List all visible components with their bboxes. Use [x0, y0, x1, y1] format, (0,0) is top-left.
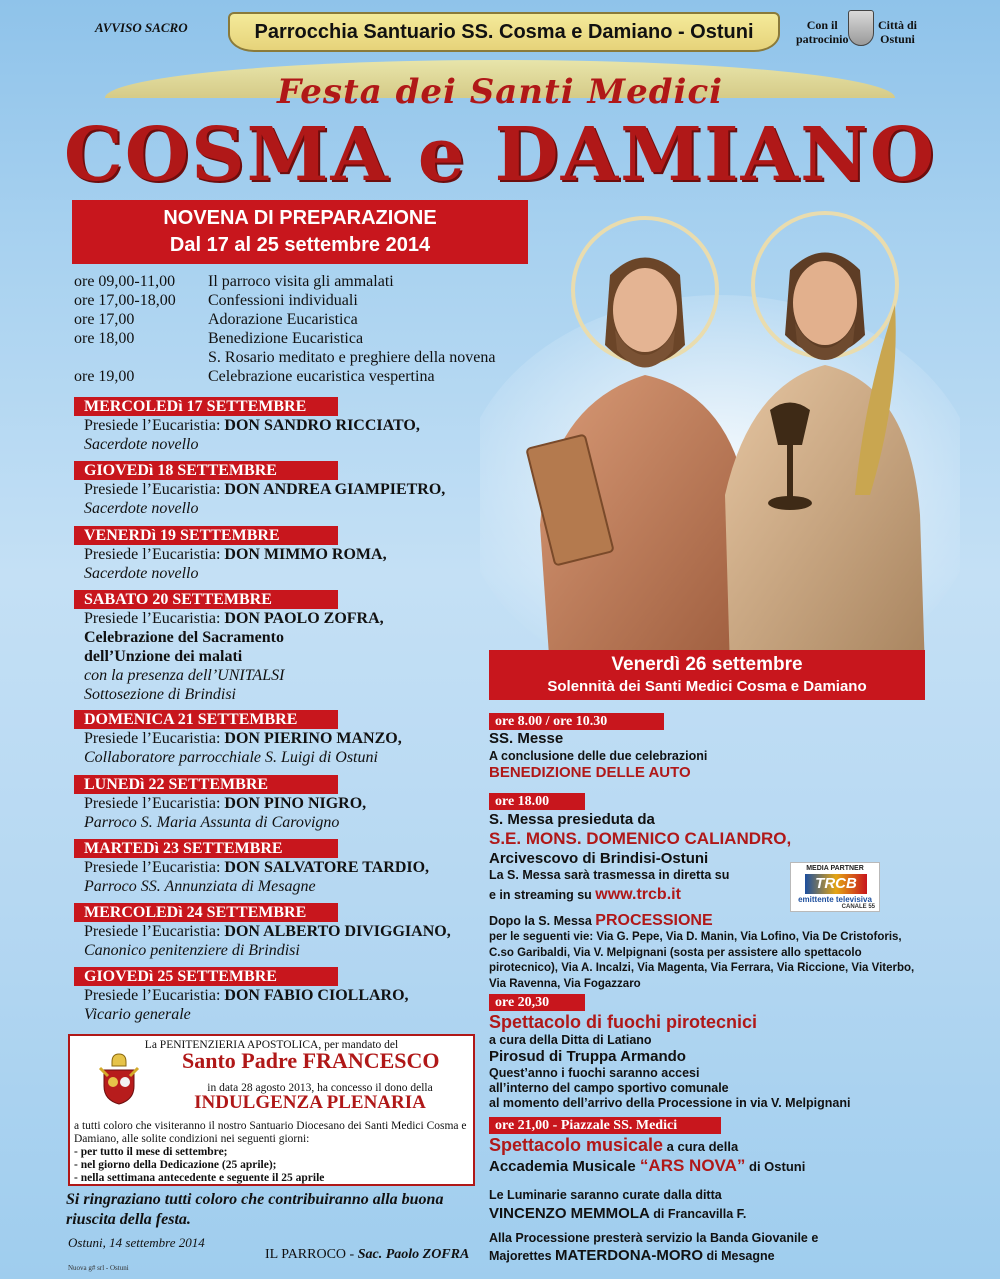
trcb-link[interactable]: www.trcb.it — [595, 886, 681, 903]
document-date: Ostuni, 14 settembre 2014 — [68, 1235, 205, 1250]
priest-role: Sottosezione di Brindisi — [84, 686, 236, 703]
procession-route: per le seguenti vie: Via G. Pepe, Via D. Manin, Via Lofino, Via De Cristoforis, C.so Garibaldi, Via V. Melpignani (sosta per assistere allo spettacolo pirotecnico), Via A. Incalzi, Via Magenta, Via Ferrara, Via Riccione, Via Viterbo, Via Ravenna, Via Fogazzaro — [489, 931, 915, 990]
evening-mass-block: ore 18.00 S. Messa presieduta da S.E. MONS. DOMENICO CALIANDRO, Arcivescovo di Brindisi-Ostuni — [489, 794, 792, 867]
sacrament-line: Celebrazione del Sacramento — [84, 629, 284, 646]
priest-name: DON PIERINO MANZO, — [224, 730, 402, 747]
day-heading: GIOVEDì 25 SETTEMBRE — [74, 967, 338, 986]
novena-title: NOVENA DI PREPARAZIONE — [163, 207, 437, 229]
day-heading: SABATO 20 SETTEMBRE — [74, 590, 338, 609]
priest-role: Collaboratore parrocchiale S. Luigi di Ostuni — [84, 749, 378, 766]
priest-name: DON SANDRO RICCIATO, — [224, 417, 420, 434]
papal-coat-of-arms-icon — [96, 1052, 142, 1106]
festa-title: Festa dei Santi Medici — [276, 72, 724, 112]
priest-name: DON SALVATORE TARDIO, — [224, 859, 430, 876]
day-block-17: MERCOLEDì 17 SETTEMBRE Presiede l’Eucaristia: DON SANDRO RICCIATO, Sacerdote novello — [74, 397, 514, 454]
day-block-18: GIOVEDì 18 SETTEMBRE Presiede l’Eucaristia: DON ANDREA GIAMPIETRO, Sacerdote novello — [74, 461, 514, 518]
schedule-row: S. Rosario meditato e preghiere della novena — [208, 349, 496, 366]
priest-role: Parroco SS. Annunziata di Mesagne — [84, 878, 316, 895]
schedule-row: ore 09,00-11,00 Il parroco visita gli ammalati — [74, 273, 394, 290]
saints-title: COSMA e DAMIANO — [63, 112, 937, 198]
priest-role: Parroco S. Maria Assunta di Carovigno — [84, 814, 340, 831]
friday-subtitle: Solennità dei Santi Medici Cosma e Damiano — [547, 678, 867, 695]
priest-role: Sacerdote novello — [84, 436, 199, 453]
city-crest-icon — [848, 10, 874, 46]
indulgence-item: - nel giorno della Dedicazione (25 aprile); — [74, 1159, 277, 1171]
indulgence-body: a tutti coloro che visiteranno il nostro Santuario Diocesano dei Santi Medici Cosma e Damiano, alle solite condizioni nei seguenti giorni: - per tutto il mese di settembre; - nel giorno della Dedicazione (25 aprile); - nella settimana antecedente e seguente il 25 aprile — [74, 1120, 472, 1185]
time-tag: ore 8.00 / ore 10.30 — [489, 713, 664, 730]
time-tag: ore 21,00 - Piazzale SS. Medici — [489, 1117, 721, 1134]
day-block-22: LUNEDì 22 SETTEMBRE Presiede l’Eucaristia: DON PINO NIGRO, Parroco S. Maria Assunta di Carovigno — [74, 775, 514, 832]
indulgence-item: - per tutto il mese di settembre; — [74, 1146, 228, 1158]
priest-role: Vicario generale — [84, 1006, 191, 1023]
pope-name: Santo Padre FRANCESCO — [182, 1048, 440, 1073]
priest-name: DON PAOLO ZOFRA, — [224, 610, 384, 627]
time-tag: ore 18.00 — [489, 793, 585, 810]
schedule-row: ore 17,00 Adorazione Eucaristica — [74, 311, 358, 328]
trcb-logo: TRCB — [805, 874, 867, 894]
novena-banner — [72, 200, 528, 264]
day-block-21: DOMENICA 21 SETTEMBRE Presiede l’Eucaristia: DON PIERINO MANZO, Collaboratore parrocchiale S. Luigi di Ostuni — [74, 710, 514, 767]
time-tag: ore 20,30 — [489, 994, 585, 1011]
priest-name: DON MIMMO ROMA, — [224, 546, 387, 563]
sacrament-line: dell’Unzione dei malati — [84, 648, 243, 665]
music-block: ore 21,00 - Piazzale SS. Medici Spettacolo musicale a cura della Accademia Musicale “ARS NOVA” di Ostuni — [489, 1118, 806, 1175]
day-heading: VENERDì 19 SETTEMBRE — [74, 526, 338, 545]
fireworks-block: ore 20,30 Spettacolo di fuochi pirotecnici a cura della Ditta di Latiano Pirosud di Truppa Armando Quest’anno i fuochi saranno accesi all’interno del campo sportivo comunale al momento dell’arrivo della Processione in via V. Melpignani — [489, 995, 851, 1110]
priest-role: Sacerdote novello — [84, 565, 199, 582]
indulgence-intro: La PENITENZIERIA APOSTOLICA, per mandato del — [144, 1039, 399, 1051]
thanks-note: Si ringraziano tutti coloro che contribuiranno alla buona riuscita della festa. — [66, 1191, 444, 1228]
parroco-signature: IL PARROCO - Sac. Paolo ZOFRA — [265, 1247, 470, 1262]
luminarie-block: Le Luminarie saranno curate dalla ditta VINCENZO MEMMOLA di Francavilla F. — [489, 1188, 747, 1222]
saints-statue-illustration — [480, 195, 960, 670]
priest-name: DON FABIO CIOLLARO, — [224, 987, 409, 1004]
priest-role: Canonico penitenziere di Brindisi — [84, 942, 300, 959]
day-block-20: SABATO 20 SETTEMBRE Presiede l’Eucaristia: DON PAOLO ZOFRA, Celebrazione del Sacramento dell’Unzione dei malati con la presenza dell’UNITALSI Sottosezione di Brindisi — [74, 590, 514, 704]
schedule-row: ore 18,00 Benedizione Eucaristica — [74, 330, 364, 347]
procession-block: Dopo la S. Messa PROCESSIONE per le seguenti vie: Via G. Pepe, Via D. Manin, Via Lofino, Via De Cristoforis, C.so Garibaldi, Via V. Melpignani (sosta per assistere allo spettacolo pirotecnico), Via A. Incalzi, Via Magenta, Via Ferrara, Via Riccione, Via Viterbo, Via Ravenna, Via Fogazzaro — [489, 912, 929, 992]
friday-date: Venerdì 26 settembre — [611, 654, 803, 675]
day-heading: DOMENICA 21 SETTEMBRE — [74, 710, 338, 729]
priest-role: Sacerdote novello — [84, 500, 199, 517]
priest-role: con la presenza dell’UNITALSI — [84, 667, 285, 684]
city-label: Città di Ostuni — [878, 18, 917, 46]
priest-name: DON ANDREA GIAMPIETRO, — [224, 481, 446, 498]
indulgence-item: - nella settimana antecedente e seguente il 25 aprile — [74, 1172, 325, 1184]
schedule-row: ore 17,00-18,00 Confessioni individuali — [74, 292, 358, 309]
avviso-label: AVVISO SACRO — [95, 20, 188, 35]
day-heading: MERCOLEDì 17 SETTEMBRE — [74, 397, 338, 416]
day-heading: MERCOLEDì 24 SETTEMBRE — [74, 903, 338, 922]
day-heading: LUNEDì 22 SETTEMBRE — [74, 775, 338, 794]
masses-block: ore 8.00 / ore 10.30 SS. Messe A conclusione delle due celebrazioni BENEDIZIONE DELLE AUTO — [489, 714, 708, 781]
day-block-19: VENERDì 19 SETTEMBRE Presiede l’Eucaristia: DON MIMMO ROMA, Sacerdote novello — [74, 526, 514, 583]
novena-schedule — [74, 272, 495, 386]
band-block: Alla Processione presterà servizio la Banda Giovanile e Majorettes MATERDONA-MORO di Mesagne — [489, 1231, 819, 1264]
printer-credit: Nuova g# srl - Ostuni — [68, 1264, 129, 1272]
priest-name: DON PINO NIGRO, — [224, 795, 367, 812]
novena-dates: Dal 17 al 25 settembre 2014 — [169, 234, 431, 256]
tv-info: La S. Messa sarà trasmessa in diretta su e in streaming su www.trcb.it — [489, 868, 730, 903]
day-heading: MARTEDì 23 SETTEMBRE — [74, 839, 338, 858]
schedule-row: ore 19,00 Celebrazione eucaristica vespertina — [74, 368, 435, 385]
indulgence-title: INDULGENZA PLENARIA — [194, 1092, 426, 1113]
priest-name: DON ALBERTO DIVIGGIANO, — [224, 923, 451, 940]
day-block-24: MERCOLEDì 24 SETTEMBRE Presiede l’Eucaristia: DON ALBERTO DIVIGGIANO, Canonico penitenziere di Brindisi — [74, 903, 514, 960]
day-heading: GIOVEDì 18 SETTEMBRE — [74, 461, 338, 480]
indulgence-date: in data 28 agosto 2013, ha concesso il dono della — [207, 1082, 433, 1094]
media-partner-logo: MEDIA PARTNER TRCB emittente televisiva CANALE 55 — [790, 862, 880, 912]
day-block-23: MARTEDì 23 SETTEMBRE Presiede l’Eucaristia: DON SALVATORE TARDIO, Parroco SS. Annunziata di Mesagne — [74, 839, 514, 896]
patronage-label: Con il patrocinio — [796, 18, 849, 46]
friday-banner — [489, 650, 925, 700]
parish-ribbon: Parrocchia Santuario SS. Cosma e Damiano - Ostuni — [228, 12, 780, 52]
day-block-25: GIOVEDì 25 SETTEMBRE Presiede l’Eucaristia: DON FABIO CIOLLARO, Vicario generale — [74, 967, 514, 1024]
